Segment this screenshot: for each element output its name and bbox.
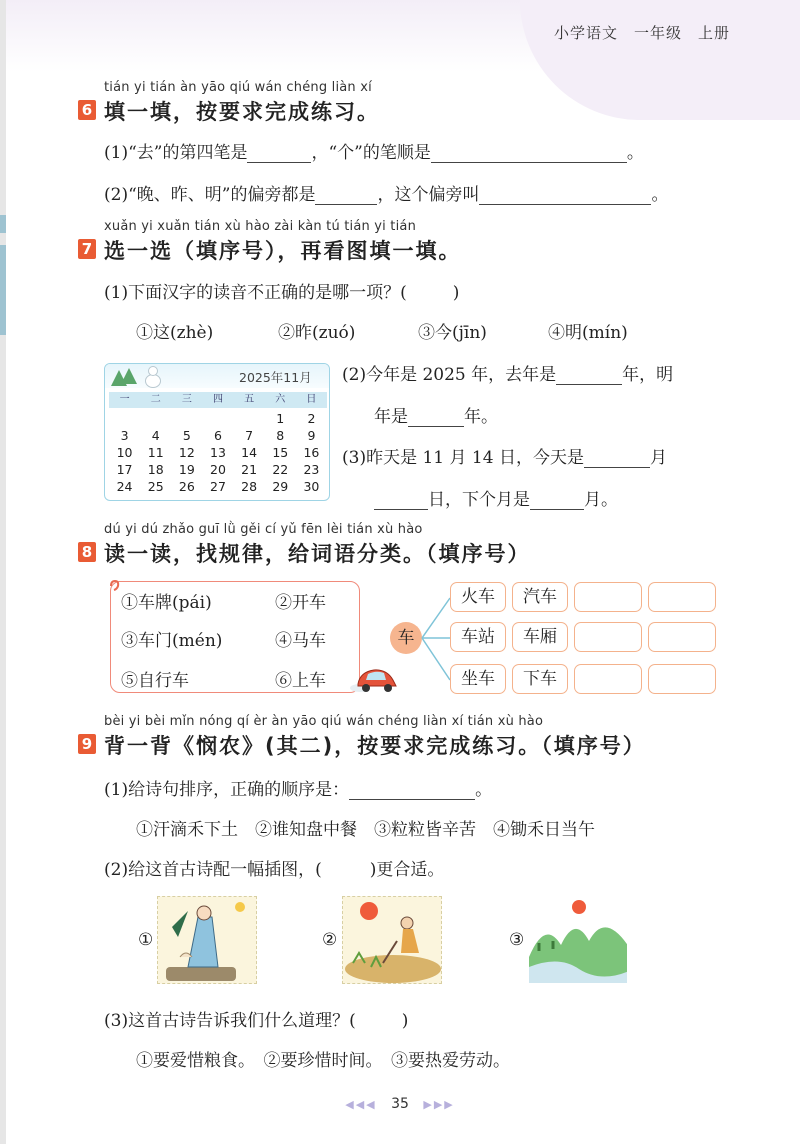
q7-sub-1: [104, 278, 459, 303]
q7-option-2: ②昨(zuó): [278, 323, 356, 343]
question-hook-icon: [108, 580, 120, 596]
book-title: 小学语文 一年级 上册: [553, 24, 730, 42]
calendar-weekday: 一: [119, 394, 130, 405]
calendar-day: 14: [241, 445, 258, 460]
q9-sub-1-end: 。: [475, 780, 493, 800]
calendar-day: 23: [303, 462, 320, 477]
word-item: ⑥上车: [275, 671, 326, 691]
q9-sub-3-text-a: (3)这首古诗告诉我们什么道理？(: [104, 1011, 356, 1031]
word-item: ⑤自行车: [121, 671, 189, 691]
next-arrows-icon: ▶▶▶: [423, 1098, 455, 1111]
calendar-day: 24: [116, 479, 133, 494]
group-word: 火车: [450, 582, 506, 612]
q6-item-1-text-b: ，“个”的笔顺是: [311, 143, 431, 163]
q6-item-2-text-a: (2)“晚、昨、明”的偏旁都是: [104, 185, 316, 205]
calendar-day: 3: [120, 428, 129, 443]
calendar-day: [140, 410, 171, 427]
group-answer-slot[interactable]: [574, 664, 642, 694]
calendar-day: 15: [272, 445, 289, 460]
snowman-head-icon: [148, 366, 158, 376]
calendar-day: [202, 410, 233, 427]
q7-sub-3-text-d: 月。: [584, 490, 618, 510]
q7-sub-1-end: ): [452, 283, 460, 303]
prev-arrows-icon: ◀◀◀: [345, 1098, 377, 1111]
calendar-weekday: 五: [244, 394, 255, 405]
word-item: ②开车: [275, 593, 326, 613]
header-decoration: [520, 0, 800, 120]
calendar-weekday: 二: [150, 394, 161, 405]
answer-blank[interactable]: [408, 409, 464, 427]
q6-pinyin: tián yi tián àn yāo qiú wán chéng liàn xí: [104, 80, 372, 95]
calendar-day: 16: [303, 445, 320, 460]
q7-option-1: ①这(zhè): [136, 323, 214, 343]
q7-sub-2-text-a: (2)今年是 2025 年，去年是: [342, 365, 557, 385]
picture-label: ①: [138, 930, 154, 950]
answer-blank[interactable]: [315, 187, 377, 205]
q7-sub-2-text-c: 年是: [374, 407, 408, 427]
q7-sub-3-text-a: (3)昨天是 11 月 14 日，今天是: [342, 448, 584, 468]
q9-sub-3: [104, 1006, 408, 1031]
tree-icon: [121, 368, 137, 384]
car-icon: [350, 660, 402, 696]
q9-pinyin: bèi yi bèi mǐn nóng qí èr àn yāo qiú wán chéng liàn xí tián xù hào: [104, 714, 544, 729]
picture-label: ②: [322, 930, 338, 950]
calendar-day: 21: [241, 462, 258, 477]
calendar-day: 22: [272, 462, 289, 477]
group-word: 汽车: [512, 582, 568, 612]
calendar-day: 6: [214, 428, 222, 443]
group-answer-slot[interactable]: [574, 582, 642, 612]
word-item: ①车牌(pái): [121, 593, 212, 613]
snowman-icon: [145, 374, 161, 388]
q7-title: 选一选（填序号），再看图填一填。: [104, 239, 462, 263]
group-word: 车站: [450, 622, 506, 652]
group-answer-slot[interactable]: [648, 664, 716, 694]
q7-option-4: ④明(mín): [548, 323, 628, 343]
q9-sub-2: [104, 855, 444, 880]
page-number: 35: [391, 1096, 409, 1112]
q7-sub-3-cont: [374, 485, 618, 510]
calendar-weekday: 日: [306, 394, 317, 405]
calendar: [104, 363, 330, 501]
illustration-scholar[interactable]: [157, 896, 257, 984]
hub-character: 车: [390, 622, 422, 654]
calendar-week-row: [109, 444, 327, 461]
q9-sub-3-text-b: ): [401, 1011, 409, 1031]
q6-item-2: [104, 180, 668, 205]
calendar-day: 27: [210, 479, 226, 494]
q9-title: 背一背《悯农》(其二)，按要求完成练习。（填序号）: [104, 734, 646, 758]
q9-sub-2-text-a: (2)给这首古诗配一幅插图，(: [104, 860, 322, 880]
q7-sub-1-text: (1)下面汉字的读音不正确的是哪一项？(: [104, 283, 407, 303]
q6-item-1-text-a: (1)“去”的第四笔是: [104, 143, 248, 163]
calendar-weekdays: [109, 392, 327, 408]
answer-blank[interactable]: [349, 782, 475, 800]
group-word: 下车: [512, 664, 568, 694]
answer-blank[interactable]: [374, 492, 428, 510]
q7-option-3: ③今(jīn): [418, 323, 487, 343]
calendar-weekday: 三: [181, 394, 192, 405]
page-footer: [0, 1096, 800, 1112]
group-word: 车厢: [512, 622, 568, 652]
page-edge: [0, 0, 6, 1144]
calendar-day: 2: [307, 411, 316, 426]
calendar-day: 19: [178, 462, 195, 477]
calendar-title: 2025年11月: [239, 370, 312, 385]
q8-number-badge: 8: [78, 542, 96, 562]
poem-lines: ①汗滴禾下土 ②谁知盘中餐 ③粒粒皆辛苦 ④锄禾日当午: [136, 820, 595, 840]
edge-marker: [0, 245, 6, 335]
calendar-day: 28: [241, 479, 258, 494]
calendar-day: 13: [210, 445, 226, 460]
calendar-day: [171, 410, 202, 427]
group-answer-slot[interactable]: [574, 622, 642, 652]
calendar-grid: [109, 410, 327, 495]
illustration-farmer[interactable]: [342, 896, 442, 984]
q6-item-2-text-b: ，这个偏旁叫: [377, 185, 480, 205]
answer-blank[interactable]: [584, 450, 650, 468]
q7-number-badge: 7: [78, 239, 96, 259]
calendar-week-row: [109, 427, 327, 444]
calendar-day: 1: [276, 411, 285, 426]
q9-sub-3-options: ①要爱惜粮食。 ②要珍惜时间。 ③要热爱劳动。: [136, 1051, 510, 1071]
calendar-day: 7: [245, 428, 254, 443]
q7-pinyin: xuǎn yi xuǎn tián xù hào zài kàn tú tián yi tián: [104, 219, 417, 234]
calendar-day: [109, 410, 140, 427]
answer-blank[interactable]: [530, 492, 584, 510]
calendar-day: 25: [147, 479, 164, 494]
calendar-day: 10: [116, 445, 133, 460]
calendar-day: 20: [210, 462, 226, 477]
q6-item-2-end: 。: [651, 185, 669, 205]
answer-blank[interactable]: [247, 145, 311, 163]
group-answer-slot[interactable]: [648, 622, 716, 652]
q9-sub-1-text: (1)给诗句排序，正确的顺序是：: [104, 780, 350, 800]
calendar-week-row: [109, 461, 327, 478]
calendar-day: 26: [178, 479, 195, 494]
q7-sub-2: [342, 360, 673, 385]
q9-sub-2-text-b: )更合适。: [369, 860, 445, 880]
calendar-weekday: 四: [212, 394, 223, 405]
calendar-day: 8: [276, 428, 285, 443]
branch-lines: [420, 592, 454, 688]
word-list-box: [110, 581, 360, 693]
q9-sub-1: [104, 775, 492, 800]
calendar-day: 9: [307, 428, 316, 443]
word-item: ④马车: [275, 631, 326, 651]
q7-sub-3-text-b: 月: [649, 448, 667, 468]
q6-item-1-end: 。: [626, 143, 644, 163]
q7-sub-3: [342, 443, 667, 468]
calendar-day: 4: [151, 428, 160, 443]
q8-title: 读一读，找规律，给词语分类。（填序号）: [104, 542, 531, 566]
answer-blank[interactable]: [431, 145, 627, 163]
group-answer-slot[interactable]: [648, 582, 716, 612]
q7-sub-3-text-c: 日，下个月是: [428, 490, 530, 510]
calendar-day: 30: [303, 479, 320, 494]
picture-label: ③: [509, 930, 525, 950]
calendar-day: 11: [147, 445, 164, 460]
answer-blank[interactable]: [556, 367, 622, 385]
answer-blank[interactable]: [479, 187, 651, 205]
calendar-day: 29: [272, 479, 289, 494]
q6-item-1: [104, 138, 644, 163]
q6-number-badge: 6: [78, 100, 96, 120]
calendar-day: 5: [182, 428, 191, 443]
illustration-landscape[interactable]: [528, 896, 628, 984]
q7-sub-2-cont: [374, 402, 498, 427]
calendar-day: 18: [147, 462, 164, 477]
q9-number-badge: 9: [78, 734, 96, 754]
q6-title: 填一填，按要求完成练习。: [104, 100, 380, 124]
calendar-week-row: [109, 478, 327, 495]
q7-sub-2-text-b: 年，明: [622, 365, 674, 385]
calendar-day: 17: [116, 462, 133, 477]
word-item: ③车门(mén): [121, 631, 223, 651]
edge-marker: [0, 215, 6, 233]
q8-pinyin: dú yi dú zhǎo guī lǜ gěi cí yǔ fēn lèi tián xù hào: [104, 522, 423, 537]
group-word: 坐车: [450, 664, 506, 694]
calendar-weekday: 六: [275, 394, 286, 405]
q7-sub-2-text-d: 年。: [464, 407, 498, 427]
calendar-day: [234, 410, 265, 427]
calendar-day: 12: [178, 445, 195, 460]
calendar-week-row: [109, 410, 327, 427]
